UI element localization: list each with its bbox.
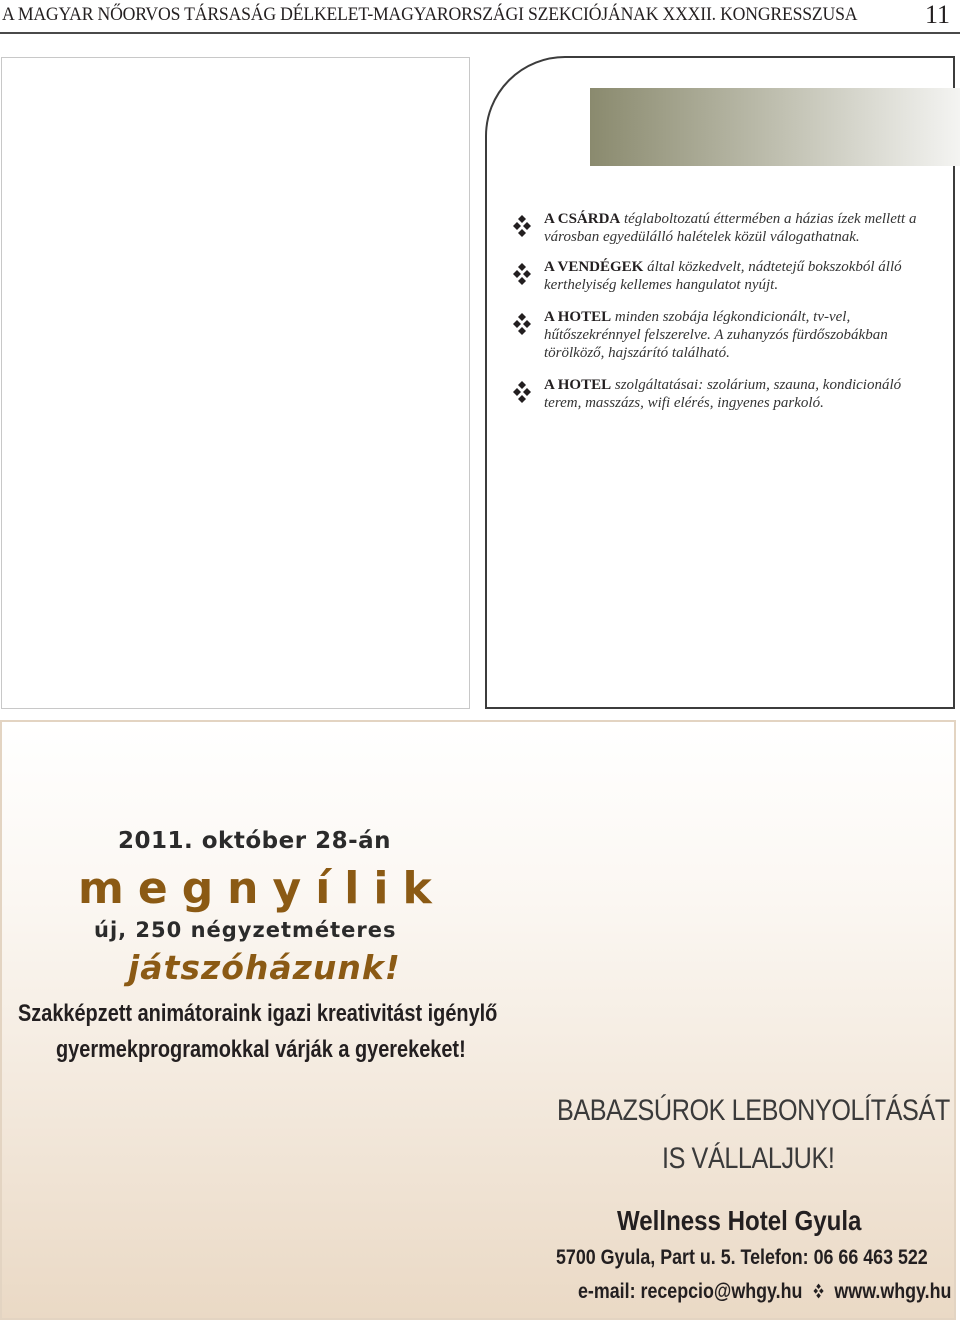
playhouse-size: új, 250 négyzetméteres [94,918,397,942]
page-number: 11 [924,0,950,29]
animators-text-line1: Szakképzett animátoraink igazi kreativitást igénylő [18,1000,498,1027]
hotel-address-phone: 5700 Gyula, Part u. 5. Telefon: 06 66 463 522 [556,1246,928,1269]
hotel-email[interactable]: e-mail: recepcio@whgy.hu [578,1280,803,1303]
feature-item-hotel-rooms [508,308,938,362]
running-header-title: A MAGYAR NŐORVOS TÁRSASÁG DÉLKELET-MAGYARORSZÁGI SZEKCIÓJÁNAK XXXII. KONGRESSZUSA [2,4,858,25]
hotel-name: Wellness Hotel Gyula [617,1205,862,1236]
opening-date: 2011. október 28-án [118,828,392,854]
gradient-banner [590,88,960,166]
header-divider [0,32,960,34]
feature-lead: A CSÁRDA [544,211,621,227]
hotel-contact [578,1280,951,1304]
baby-party-line1: BABAZSÚROK LEBONYOLÍTÁSÁT [557,1094,950,1127]
quad-diamond-bullet-icon [510,262,534,286]
quad-diamond-bullet-icon [510,214,534,238]
feature-text: téglaboltozatú éttermében a házias ízek mellett a városban egyedülálló halételek közül válogathatnak. [544,211,917,245]
feature-text: minden szobája légkondicionált, tv-vel, hűtőszekrénnyel felszerelve. A zuhanyzós fürdőszobákban törölköző, hajszárító található. [544,309,888,361]
feature-lead: A HOTEL [544,377,612,393]
baby-party-line2: IS VÁLLALJUK! [662,1142,835,1175]
feature-lead: A HOTEL [544,309,612,325]
quad-diamond-bullet-icon [510,380,534,404]
playhouse-headline: játszóházunk! [128,948,401,987]
quad-diamond-bullet-icon [510,312,534,336]
feature-list [508,210,938,426]
animators-text-line2: gyermekprogramokkal várják a gyerekeket! [56,1036,466,1063]
feature-item-csarda [508,210,938,246]
feature-text: szolgáltatásai: szolárium, szauna, kondicionáló terem, masszázs, wifi elérés, ingyenes parkoló. [544,377,902,411]
feature-item-vendegek [508,258,938,294]
feature-lead: A VENDÉGEK [544,259,644,275]
hotel-website[interactable]: www.whgy.hu [834,1280,952,1303]
feature-text: által közkedvelt, nádtetejű bokszokból álló kerthelyiség kellemes hangulatot nyújt. [544,259,902,293]
photo-placeholder-frame [1,57,470,709]
opens-headline: megnyílik [78,863,446,914]
feature-item-hotel-services [508,376,938,412]
quad-diamond-separator-icon [812,1283,826,1299]
